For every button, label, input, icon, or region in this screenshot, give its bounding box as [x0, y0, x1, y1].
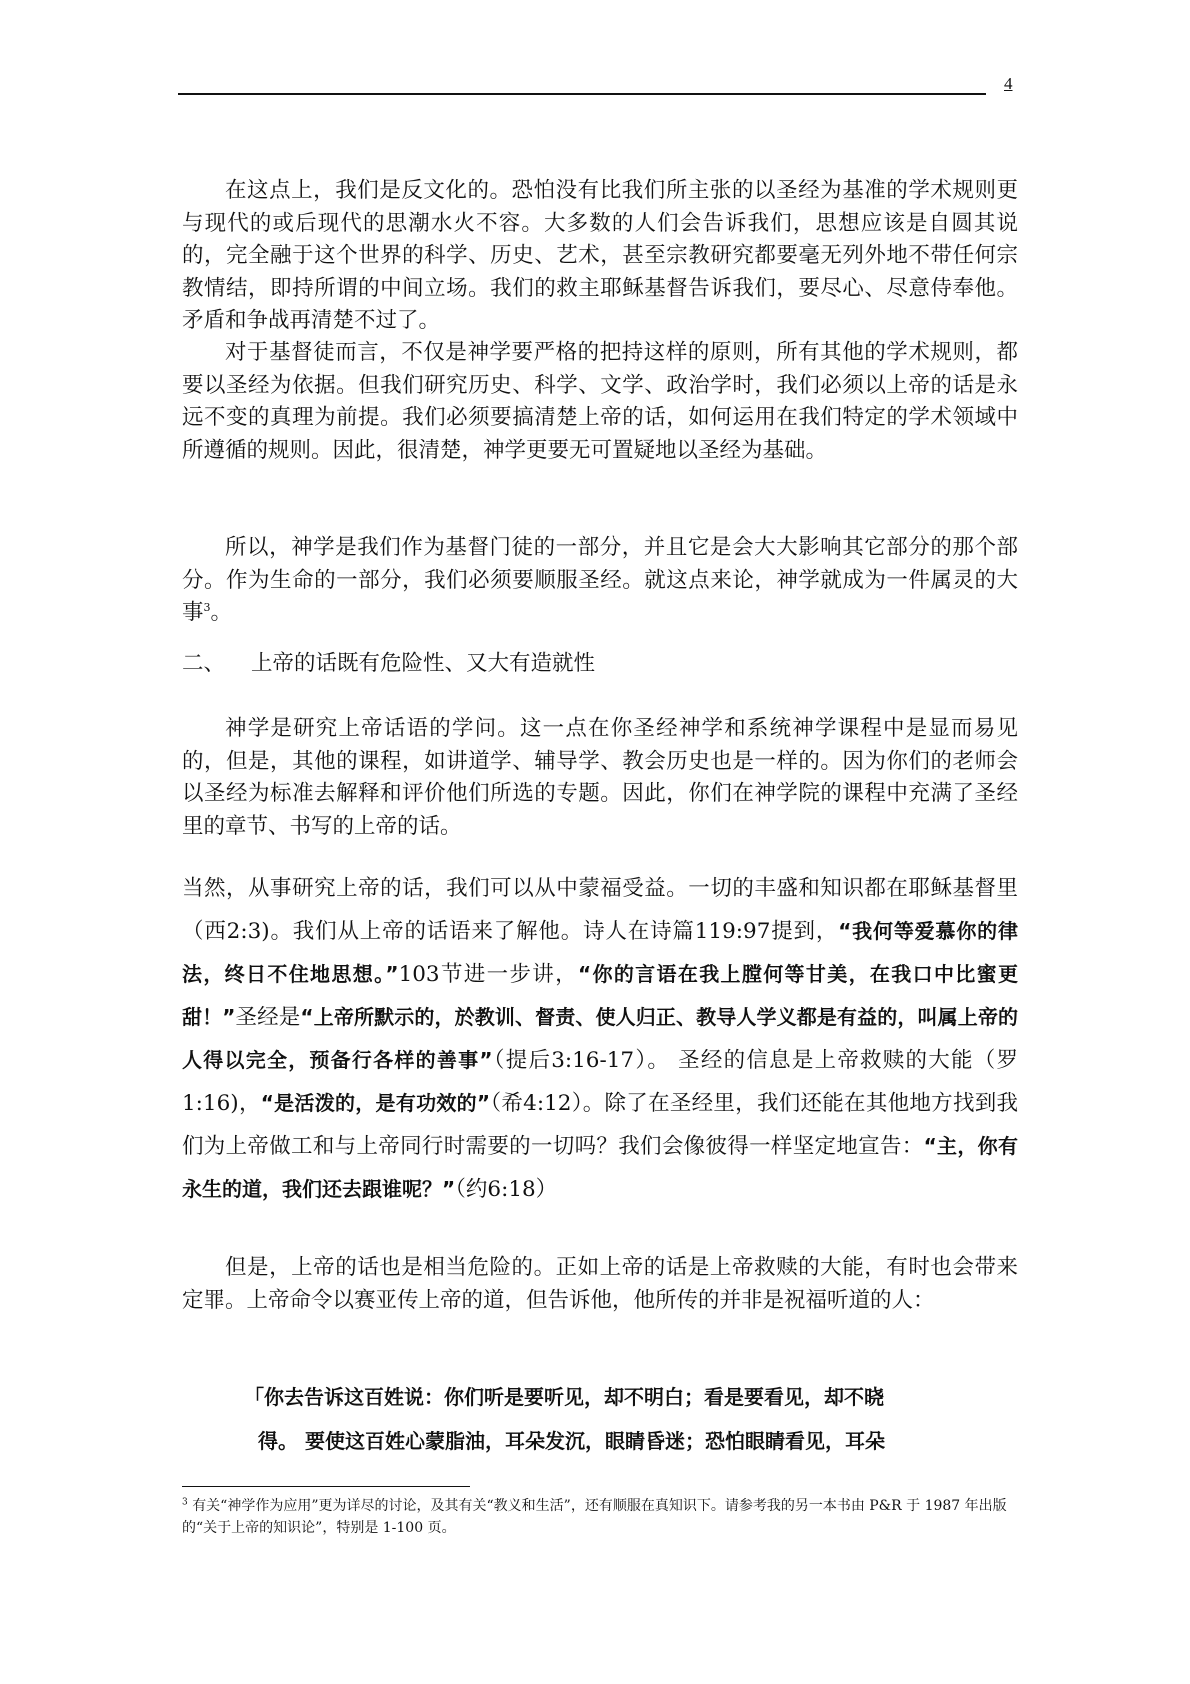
- paragraph-text: （约6:18）: [455, 1177, 558, 1202]
- paragraph-text: 圣经是: [235, 1005, 301, 1030]
- paragraph-theology-study: 神学是研究上帝话语的学问。这一点在你圣经神学和系统神学课程中是显而易见的，但是，其他的课程，如讲道学、辅导学、教会历史也是一样的。因为你们的老师会以圣经为标准去解释和评价他们所选的专题。因此，你们在神学院的课程中充满了圣经里的章节、书写的上帝的话。: [182, 716, 1018, 839]
- paragraph-theology-discipleship: [182, 532, 1018, 630]
- paragraph-christian-scholarship: 对于基督徒而言，不仅是神学要严格的把持这样的原则，所有其他的学术规则，都要以圣经为依据。但我们研究历史、科学、文学、政治学时，我们必须以上帝的话是永远不变的真理为前提。我们必须要搞清楚上帝的话，如何运用在我们特定的学术领域中所遵循的规则。因此，很清楚，神学更要无可置疑地以圣经为基础。: [182, 340, 1018, 463]
- paragraph-text: （希4:12）。除了在圣经里，我们还能在其他地方找到我们为上帝做工和与上帝同行时需要的一切吗？我们会像彼得一样坚定地宣告：: [182, 1091, 1018, 1159]
- scripture-quote: “是活泼的，是有功效的”: [260, 1091, 491, 1115]
- paragraph-counterculture: 在这点上，我们是反文化的。恐怕没有比我们所主张的以圣经为基准的学术规则更与现代的或后现代的思潮水火不容。大多数的人们会告诉我们，思想应该是自圆其说的，完全融于这个世界的科学、历史、艺术，甚至宗教研究都要毫无列外地不带任何宗教情结，即持所谓的中间立场。我们的救主耶稣基督告诉我们，要尽心、尽意侍奉他。矛盾和争战再清楚不过了。: [182, 178, 1018, 333]
- block-quote-line: 「你去告诉这百姓说：你们听是要听见，却不明白；看是要看见，却不晓: [244, 1385, 884, 1409]
- paragraph-text: 所以，神学是我们作为基督门徒的一部分，并且它是会大大影响其它部分的那个部分。作为生命的一部分，我们必须要顺服圣经。就这点来论，神学就成为一件属灵的大事: [182, 535, 1018, 625]
- paragraph-text: 103节进一步讲，: [398, 962, 578, 987]
- footnote-ref: 3: [203, 600, 211, 614]
- section-number: 二、: [182, 651, 226, 676]
- header-rule: [178, 93, 986, 95]
- scripture-quote: “上帝所默示的，於教训、督责、使人归正、教导人学义都是有益的，叫属上帝的人得以完全，预备行各样的善事”: [182, 1005, 1018, 1072]
- footnote: [182, 1495, 1018, 1539]
- paragraph-text-end: 。: [210, 600, 233, 625]
- block-quote-line: 得。 要使这百姓心蒙脂油，耳朵发沉，眼睛昏迷；恐怕眼睛看见，耳朵: [258, 1429, 885, 1453]
- block-quote: [244, 1375, 1018, 1463]
- paragraph-text: （提后3:16-17）。 圣经的信息是上帝救赎的大能（罗1:16)，: [182, 1048, 1018, 1116]
- scripture-quote: “主，你有永生的道，我们还去跟谁呢？”: [182, 1134, 1018, 1201]
- page-number: 4: [1004, 74, 1013, 93]
- paragraph-text: 当然，从事研究上帝的话，我们可以从中蒙福受益。一切的丰盛和知识都在耶稣基督里（西2:3)。我们从上帝的话语来了解他。诗人在诗篇119:97提到，: [182, 876, 1018, 944]
- paragraph-blessing: [182, 867, 1018, 1211]
- scripture-quote: “你的言语在我上膛何等甘美，在我口中比蜜更甜！”: [182, 962, 1018, 1029]
- paragraph-danger: 但是，上帝的话也是相当危险的。正如上帝的话是上帝救赎的大能，有时也会带来定罪。上帝命令以赛亚传上帝的道，但告诉他，他所传的并非是祝福听道的人：: [182, 1255, 1018, 1313]
- section-title: 上帝的话既有危险性、又大有造就性: [251, 651, 596, 676]
- footnote-text: 有关“神学作为应用”更为详尽的讨论，及其有关“教义和生活”，还有顺服在真知识下。请参考我的另一本书由 P&R 于 1987 年出版的“关于上帝的知识论”，特别是 1-100 页。: [182, 1498, 1007, 1536]
- scripture-quote: “我何等爱慕你的律法，终日不住地思想。”: [182, 919, 1018, 986]
- section-heading: [182, 648, 595, 680]
- footnote-rule: [182, 1486, 470, 1487]
- footnote-marker: 3: [182, 1497, 188, 1508]
